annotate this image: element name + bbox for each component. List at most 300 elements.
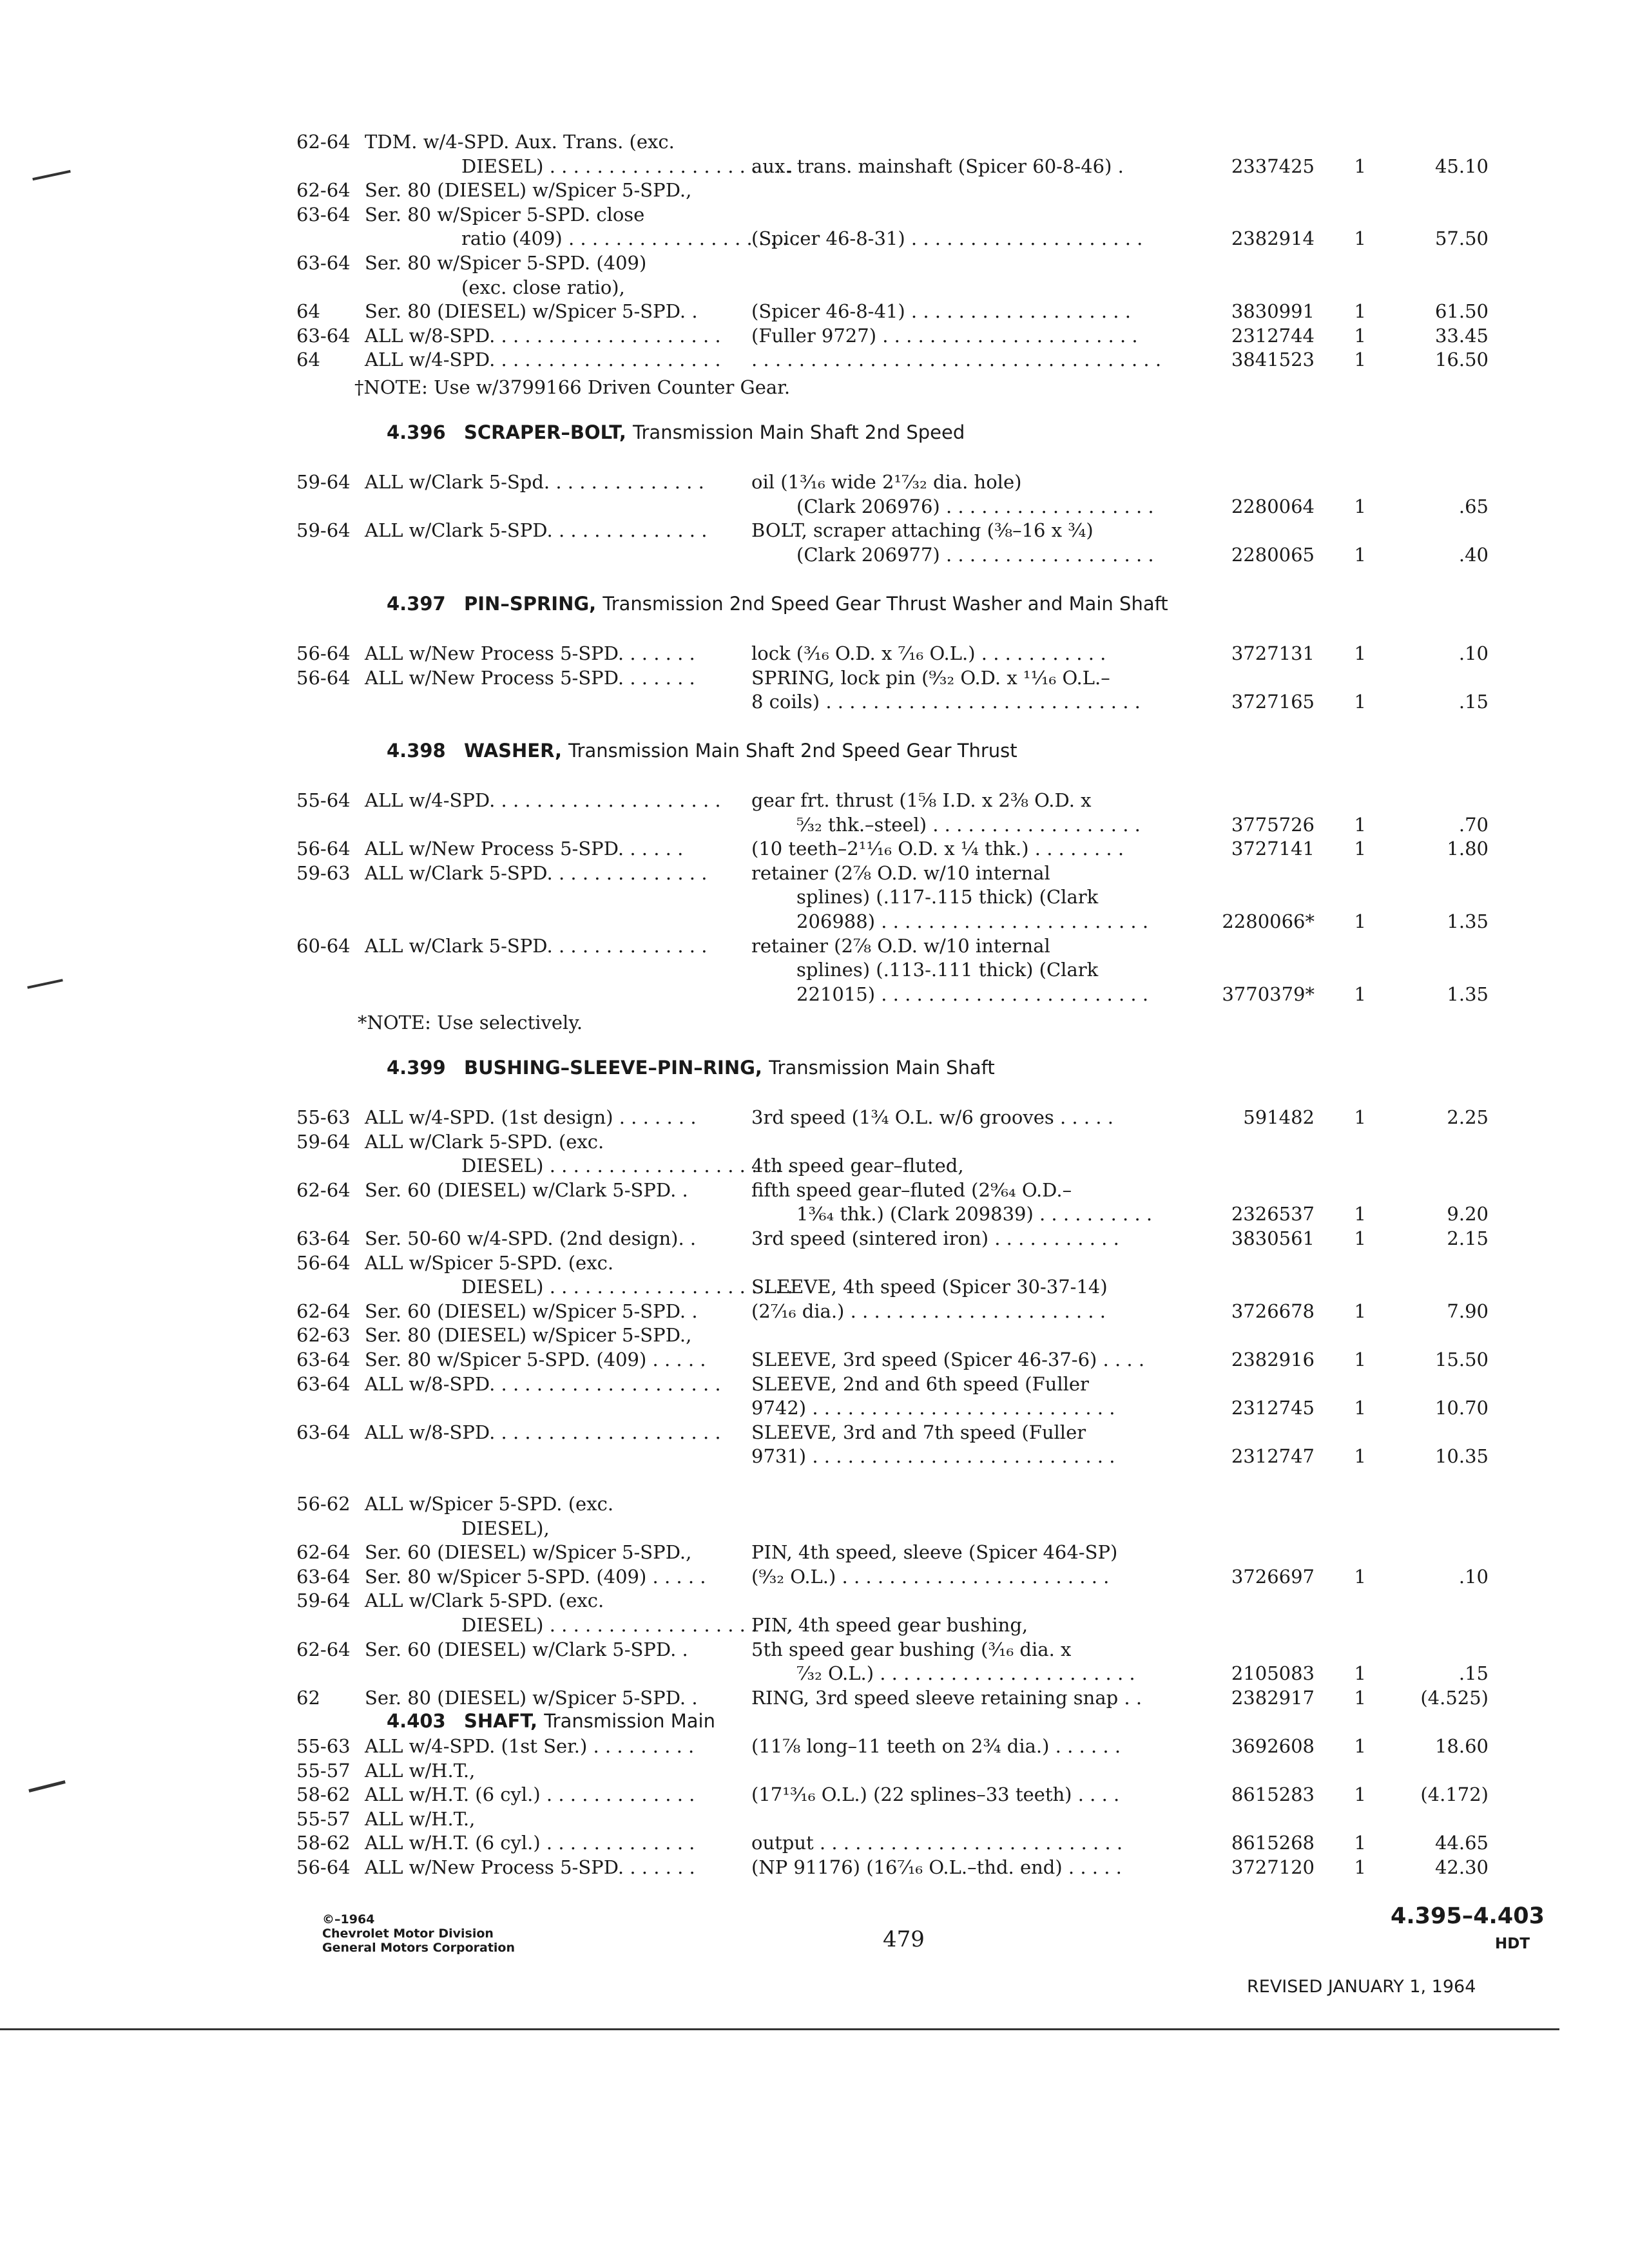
- part-description: (Spicer 46-8-41) . . . . . . . . . . . . . . . . . . .: [751, 300, 1131, 323]
- part-number: 2280065: [1231, 543, 1315, 566]
- table-row: [296, 495, 1489, 519]
- part-description: aux. trans. mainshaft (Spicer 60-8-46) .: [751, 155, 1124, 177]
- table-row: [296, 1130, 1489, 1155]
- table-row: [296, 519, 1489, 543]
- part-description: 1³⁄₆₄ thk.) (Clark 209839) . . . . . . . . . .: [796, 1203, 1153, 1225]
- part-number: 2105083: [1231, 1662, 1315, 1685]
- footer-model: HDT: [1495, 1936, 1530, 1952]
- quantity: 1: [1354, 1300, 1366, 1322]
- section-heading-4399: [387, 1057, 995, 1079]
- part-number: 2280064: [1231, 495, 1315, 517]
- application: Ser. 80 w/Spicer 5-SPD. (409) . . . . .: [365, 1565, 706, 1588]
- table-row: [296, 1662, 1489, 1686]
- price: 10.70: [1434, 1397, 1489, 1419]
- part-description: 206988) . . . . . . . . . . . . . . . . . . . . . . .: [796, 910, 1149, 932]
- part-description: (Fuller 9727) . . . . . . . . . . . . . . . . . . . . . .: [751, 324, 1138, 347]
- part-description: lock (³⁄₁₆ O.D. x ⁷⁄₁₆ O.L.) . . . . . . . . . . .: [751, 642, 1106, 664]
- quantity: 1: [1354, 1203, 1366, 1225]
- table-row: [296, 1492, 1489, 1517]
- part-description: SPRING, lock pin (⁹⁄₃₂ O.D. x ¹¹⁄₁₆ O.L.–: [751, 666, 1110, 689]
- part-number: 2280066*: [1222, 910, 1315, 932]
- part-number: 591482: [1243, 1106, 1315, 1128]
- part-number: 3727165: [1231, 691, 1315, 713]
- parts-group-4399-bushing-sleeve: [296, 1106, 1489, 1469]
- table-row: [296, 1613, 1489, 1638]
- section-title: WASHER,: [464, 740, 562, 762]
- year-range: 62-64: [296, 1541, 351, 1564]
- part-description: retainer (2⅞ O.D. w/10 internal: [751, 934, 1050, 957]
- note-use-selectively: *NOTE: Use selectively.: [358, 1012, 583, 1033]
- part-number: 8615268: [1231, 1832, 1315, 1854]
- table-row: [296, 837, 1489, 861]
- section-heading-4396: [387, 421, 965, 443]
- table-row: [296, 1565, 1489, 1590]
- table-row: [296, 1589, 1489, 1613]
- table-row: [296, 910, 1489, 934]
- section-title: SCRAPER–BOLT,: [464, 421, 626, 443]
- table-row: [296, 1178, 1489, 1203]
- application: ALL w/8-SPD. . . . . . . . . . . . . . . . . . . .: [365, 1372, 721, 1395]
- application: DIESEL) . . . . . . . . . . . . . . . . . . . . .: [461, 1613, 793, 1636]
- table-row: [296, 1541, 1489, 1565]
- part-description: fifth speed gear–fluted (2⁹⁄₆₄ O.D.–: [751, 1178, 1072, 1201]
- application: ALL w/H.T. (6 cyl.) . . . . . . . . . . . . .: [365, 1783, 695, 1806]
- year-range: 60-64: [296, 934, 351, 957]
- table-row: [296, 1106, 1489, 1130]
- year-range: 62-64: [296, 1300, 351, 1322]
- part-description: 3rd speed (sintered iron) . . . . . . . . . . .: [751, 1227, 1119, 1249]
- price: .65: [1458, 495, 1489, 517]
- application: ALL w/4-SPD. . . . . . . . . . . . . . . . . . . .: [365, 349, 721, 371]
- part-description: BOLT, scraper attaching (⅜–16 x ¾): [751, 519, 1094, 542]
- table-row: [296, 1421, 1489, 1445]
- quantity: 1: [1354, 1735, 1366, 1757]
- table-row: [296, 1856, 1489, 1880]
- part-description: (Spicer 46-8-31) . . . . . . . . . . . . . . . . . . . .: [751, 227, 1143, 250]
- table-row: [296, 642, 1489, 666]
- section-subtitle: Transmission Main Shaft 2nd Speed: [633, 421, 965, 443]
- quantity: 1: [1354, 838, 1366, 860]
- table-row: [296, 1323, 1489, 1348]
- table-row: [296, 130, 1489, 155]
- year-range: 56-64: [296, 642, 351, 664]
- part-description: . . . . . . . . . . . . . . . . . . . . . . . . . . . . . . . . . . .: [751, 349, 1162, 371]
- part-description: 4th speed gear–fluted,: [751, 1155, 964, 1177]
- part-description: gear frt. thrust (1⅝ I.D. x 2⅜ O.D. x: [751, 789, 1092, 811]
- application: Ser. 80 w/Spicer 5-SPD. close: [365, 203, 645, 226]
- price: (4.525): [1420, 1686, 1489, 1709]
- application: TDM. w/4-SPD. Aux. Trans. (exc.: [365, 131, 675, 153]
- part-number: 3830991: [1231, 300, 1315, 323]
- price: .15: [1458, 1662, 1489, 1685]
- year-range: 62-64: [296, 131, 351, 153]
- part-number: 3727120: [1231, 1856, 1315, 1878]
- section-number: 4.403: [387, 1710, 446, 1732]
- section-title: SHAFT,: [464, 1710, 538, 1732]
- part-description: (Clark 206976) . . . . . . . . . . . . . . . . . .: [796, 495, 1154, 517]
- application: DIESEL) . . . . . . . . . . . . . . . . . . . . .: [461, 1155, 793, 1177]
- parts-group-4395: [296, 130, 1489, 372]
- table-row: [296, 789, 1489, 813]
- part-description: output . . . . . . . . . . . . . . . . . . . . . . . . . .: [751, 1832, 1123, 1854]
- table-row: [296, 1807, 1489, 1832]
- quantity: 1: [1354, 983, 1366, 1005]
- table-row: [296, 324, 1489, 349]
- year-range: 59-64: [296, 1590, 351, 1612]
- price: 44.65: [1434, 1832, 1489, 1854]
- part-number: 2382917: [1231, 1686, 1315, 1709]
- table-row: [296, 178, 1489, 203]
- year-range: 59-64: [296, 471, 351, 493]
- section-heading-4397: [387, 593, 1168, 615]
- table-row: [296, 1348, 1489, 1372]
- section-number: 4.398: [387, 740, 446, 762]
- year-range: 63-64: [296, 1372, 351, 1395]
- quantity: 1: [1354, 691, 1366, 713]
- year-range: 62-64: [296, 1178, 351, 1201]
- scan-edge-mark: [28, 1780, 65, 1792]
- table-row: [296, 813, 1489, 838]
- table-row: [296, 470, 1489, 495]
- part-description: ⁵⁄₃₂ thk.–steel) . . . . . . . . . . . . . . . . . .: [796, 813, 1141, 836]
- table-row: [296, 1396, 1489, 1421]
- part-number: 3727141: [1231, 838, 1315, 860]
- table-row: [296, 1445, 1489, 1469]
- table-row: [296, 348, 1489, 372]
- application: ALL w/Clark 5-SPD. . . . . . . . . . . . . .: [365, 519, 708, 542]
- part-description: SLEEVE, 4th speed (Spicer 30-37-14): [751, 1276, 1108, 1298]
- quantity: 1: [1354, 1856, 1366, 1878]
- application: ALL w/Clark 5-SPD. (exc.: [365, 1130, 604, 1153]
- application: ALL w/Clark 5-SPD. (exc.: [365, 1590, 604, 1612]
- price: .10: [1458, 642, 1489, 664]
- part-description: RING, 3rd speed sleeve retaining snap . .: [751, 1686, 1142, 1709]
- table-row: [296, 251, 1489, 276]
- price: .10: [1458, 1565, 1489, 1588]
- table-row: [296, 1686, 1489, 1711]
- part-description: (2⁷⁄₁₆ dia.) . . . . . . . . . . . . . . . . . . . . . .: [751, 1300, 1106, 1322]
- table-row: [296, 1251, 1489, 1276]
- year-range: 59-64: [296, 1130, 351, 1153]
- year-range: 63-64: [296, 324, 351, 347]
- application: ALL w/New Process 5-SPD. . . . . .: [365, 838, 684, 860]
- year-range: 58-62: [296, 1783, 351, 1806]
- quantity: 1: [1354, 543, 1366, 566]
- price: (4.172): [1420, 1783, 1489, 1806]
- price: 10.35: [1434, 1445, 1489, 1468]
- application: ALL w/Clark 5-SPD. . . . . . . . . . . . . .: [365, 934, 708, 957]
- section-subtitle: Transmission Main: [544, 1710, 715, 1732]
- footer-section-range: 4.395–4.403: [1391, 1903, 1545, 1929]
- parts-group-4397: [296, 642, 1489, 715]
- footer-corporation: General Motors Corporation: [322, 1941, 515, 1955]
- quantity: 1: [1354, 1662, 1366, 1685]
- year-range: 55-63: [296, 1106, 351, 1128]
- part-number: 3841523: [1231, 349, 1315, 371]
- year-range: 64: [296, 349, 320, 371]
- quantity: 1: [1354, 324, 1366, 347]
- year-range: 58-62: [296, 1832, 351, 1854]
- part-description: 221015) . . . . . . . . . . . . . . . . . . . . . . .: [796, 983, 1149, 1005]
- table-row: [296, 983, 1489, 1007]
- year-range: 55-57: [296, 1807, 351, 1830]
- part-description: 3rd speed (1¾ O.L. w/6 grooves . . . . .: [751, 1106, 1113, 1128]
- year-range: 62-64: [296, 1638, 351, 1660]
- quantity: 1: [1354, 495, 1366, 517]
- application: ALL w/New Process 5-SPD. . . . . . .: [365, 642, 695, 664]
- footer-revised-date: REVISED JANUARY 1, 1964: [1247, 1977, 1476, 1997]
- price: 1.80: [1447, 838, 1489, 860]
- quantity: 1: [1354, 1832, 1366, 1854]
- year-range: 63-64: [296, 1227, 351, 1249]
- price: 7.90: [1447, 1300, 1489, 1322]
- year-range: 55-57: [296, 1759, 351, 1782]
- year-range: 56-64: [296, 1251, 351, 1274]
- quantity: 1: [1354, 642, 1366, 664]
- part-number: 2382916: [1231, 1348, 1315, 1370]
- price: 2.25: [1447, 1106, 1489, 1128]
- page-number: 479: [883, 1927, 925, 1952]
- table-row: [296, 1154, 1489, 1178]
- year-range: 63-64: [296, 1565, 351, 1588]
- application: DIESEL) . . . . . . . . . . . . . . . . . . . . .: [461, 1276, 793, 1298]
- table-row: [296, 1759, 1489, 1783]
- quantity: 1: [1354, 1227, 1366, 1249]
- year-range: 62: [296, 1686, 320, 1709]
- year-range: 63-64: [296, 251, 351, 274]
- quantity: 1: [1354, 910, 1366, 932]
- application: Ser. 80 (DIESEL) w/Spicer 5-SPD.,: [365, 1324, 692, 1347]
- application: Ser. 50-60 w/4-SPD. (2nd design). .: [365, 1227, 697, 1249]
- year-range: 62-63: [296, 1324, 351, 1347]
- parts-group-4403: [296, 1735, 1489, 1880]
- price: .40: [1458, 543, 1489, 566]
- part-description: (10 teeth–2¹¹⁄₁₆ O.D. x ¼ thk.) . . . . . . . .: [751, 838, 1124, 860]
- application: Ser. 60 (DIESEL) w/Clark 5-SPD. .: [365, 1638, 688, 1660]
- part-number: 2337425: [1231, 155, 1315, 177]
- application: ALL w/8-SPD. . . . . . . . . . . . . . . . . . . .: [365, 324, 721, 347]
- quantity: 1: [1354, 155, 1366, 177]
- application: ALL w/New Process 5-SPD. . . . . . .: [365, 1856, 695, 1878]
- application: ALL w/4-SPD. (1st design) . . . . . . .: [365, 1106, 697, 1128]
- application: ALL w/Clark 5-Spd. . . . . . . . . . . . . .: [365, 471, 704, 493]
- price: 61.50: [1434, 300, 1489, 323]
- price: 9.20: [1447, 1203, 1489, 1225]
- price: .70: [1458, 813, 1489, 836]
- section-number: 4.397: [387, 593, 446, 615]
- page-bottom-rule: [0, 2028, 1559, 2030]
- year-range: 56-62: [296, 1493, 351, 1515]
- part-number: 2382914: [1231, 227, 1315, 250]
- quantity: 1: [1354, 227, 1366, 250]
- quantity: 1: [1354, 1106, 1366, 1128]
- section-subtitle: Transmission Main Shaft: [769, 1057, 995, 1079]
- part-description: (NP 91176) (16⁷⁄₁₆ O.L.–thd. end) . . . . .: [751, 1856, 1122, 1878]
- quantity: 1: [1354, 1565, 1366, 1588]
- part-number: 3727131: [1231, 642, 1315, 664]
- section-title: BUSHING–SLEEVE–PIN–RING,: [464, 1057, 762, 1079]
- part-description: PIN, 4th speed, sleeve (Spicer 464-SP): [751, 1541, 1118, 1564]
- table-row: [296, 1735, 1489, 1759]
- part-number: 2312747: [1231, 1445, 1315, 1468]
- section-subtitle: Transmission Main Shaft 2nd Speed Gear Thrust: [568, 740, 1017, 762]
- price: .15: [1458, 691, 1489, 713]
- part-description: splines) (.113-.111 thick) (Clark: [796, 959, 1099, 981]
- application: ALL w/Spicer 5-SPD. (exc.: [365, 1493, 614, 1515]
- part-number: 2326537: [1231, 1203, 1315, 1225]
- application: ALL w/4-SPD. . . . . . . . . . . . . . . . . . . .: [365, 789, 721, 811]
- section-heading-4398: [387, 740, 1017, 762]
- application: Ser. 80 (DIESEL) w/Spicer 5-SPD.,: [365, 179, 692, 202]
- year-range: 56-64: [296, 838, 351, 860]
- year-range: 59-63: [296, 861, 351, 884]
- part-number: 8615283: [1231, 1783, 1315, 1806]
- price: 1.35: [1447, 910, 1489, 932]
- parts-group-4396: [296, 470, 1489, 567]
- table-row: [296, 1275, 1489, 1300]
- section-subtitle: Transmission 2nd Speed Gear Thrust Washer and Main Shaft: [602, 593, 1168, 615]
- part-description: 9731) . . . . . . . . . . . . . . . . . . . . . . . . . .: [751, 1445, 1115, 1468]
- table-row: [296, 1372, 1489, 1397]
- application: Ser. 60 (DIESEL) w/Spicer 5-SPD.,: [365, 1541, 692, 1564]
- quantity: 1: [1354, 1445, 1366, 1468]
- part-description: SLEEVE, 3rd and 7th speed (Fuller: [751, 1421, 1086, 1443]
- application: ALL w/H.T.,: [365, 1759, 476, 1782]
- section-heading-4403: [387, 1710, 715, 1732]
- table-row: [296, 690, 1489, 715]
- table-row: [296, 885, 1489, 910]
- part-description: (⁹⁄₃₂ O.L.) . . . . . . . . . . . . . . . . . . . . . . .: [751, 1565, 1110, 1588]
- part-description: 9742) . . . . . . . . . . . . . . . . . . . . . . . . . .: [751, 1397, 1115, 1419]
- table-row: [296, 666, 1489, 691]
- parts-group-4399-pin-ring: [296, 1492, 1489, 1710]
- application: ALL w/8-SPD. . . . . . . . . . . . . . . . . . . .: [365, 1421, 721, 1443]
- part-number: 3726697: [1231, 1565, 1315, 1588]
- price: 33.45: [1434, 324, 1489, 347]
- year-range: 64: [296, 300, 320, 323]
- quantity: 1: [1354, 1783, 1366, 1806]
- year-range: 59-64: [296, 519, 351, 542]
- application: DIESEL) . . . . . . . . . . . . . . . . . . . . .: [461, 155, 793, 177]
- application: ratio (409) . . . . . . . . . . . . . . . . . . . .: [461, 227, 800, 250]
- section-number: 4.396: [387, 421, 446, 443]
- part-description: retainer (2⅞ O.D. w/10 internal: [751, 861, 1050, 884]
- application: Ser. 60 (DIESEL) w/Clark 5-SPD. .: [365, 1178, 688, 1201]
- application: Ser. 60 (DIESEL) w/Spicer 5-SPD. .: [365, 1300, 698, 1322]
- price: 16.50: [1434, 349, 1489, 371]
- part-number: 3830561: [1231, 1227, 1315, 1249]
- price: 42.30: [1434, 1856, 1489, 1878]
- application: ALL w/Spicer 5-SPD. (exc.: [365, 1251, 614, 1274]
- application: ALL w/H.T. (6 cyl.) . . . . . . . . . . . . .: [365, 1832, 695, 1854]
- year-range: 63-64: [296, 203, 351, 226]
- quantity: 1: [1354, 1686, 1366, 1709]
- quantity: 1: [1354, 1348, 1366, 1370]
- scan-edge-mark: [32, 170, 71, 180]
- part-number: 3770379*: [1222, 983, 1315, 1005]
- price: 15.50: [1434, 1348, 1489, 1370]
- quantity: 1: [1354, 300, 1366, 323]
- price: 2.15: [1447, 1227, 1489, 1249]
- table-row: [296, 1227, 1489, 1251]
- year-range: 63-64: [296, 1421, 351, 1443]
- part-description: (11⅞ long–11 teeth on 2¾ dia.) . . . . . .: [751, 1735, 1121, 1757]
- footer-division: Chevrolet Motor Division: [322, 1927, 494, 1941]
- section-number: 4.399: [387, 1057, 446, 1079]
- table-row: [296, 958, 1489, 983]
- year-range: 63-64: [296, 1348, 351, 1370]
- price: 18.60: [1434, 1735, 1489, 1757]
- scan-edge-mark: [27, 979, 63, 989]
- parts-group-4398: [296, 789, 1489, 1006]
- table-row: [296, 543, 1489, 568]
- part-description: (Clark 206977) . . . . . . . . . . . . . . . . . .: [796, 543, 1154, 566]
- price: 45.10: [1434, 155, 1489, 177]
- part-description: SLEEVE, 2nd and 6th speed (Fuller: [751, 1372, 1089, 1395]
- application: ALL w/New Process 5-SPD. . . . . . .: [365, 666, 695, 689]
- table-row: [296, 1783, 1489, 1807]
- part-description: ⁷⁄₃₂ O.L.) . . . . . . . . . . . . . . . . . . . . . .: [796, 1662, 1135, 1685]
- year-range: 55-64: [296, 789, 351, 811]
- table-row: [296, 1831, 1489, 1856]
- part-description: 8 coils) . . . . . . . . . . . . . . . . . . . . . . . . . . .: [751, 691, 1141, 713]
- part-number: 3692608: [1231, 1735, 1315, 1757]
- footer-copyright: ©–1964: [322, 1912, 375, 1927]
- part-number: 2312745: [1231, 1397, 1315, 1419]
- application: ALL w/Clark 5-SPD. . . . . . . . . . . . . .: [365, 861, 708, 884]
- table-row: [296, 934, 1489, 959]
- table-row: [296, 203, 1489, 227]
- table-row: [296, 227, 1489, 251]
- application: Ser. 80 w/Spicer 5-SPD. (409) . . . . .: [365, 1348, 706, 1370]
- table-row: [296, 155, 1489, 179]
- part-description: 5th speed gear bushing (³⁄₁₆ dia. x: [751, 1638, 1072, 1660]
- part-description: SLEEVE, 3rd speed (Spicer 46-37-6) . . . .: [751, 1348, 1145, 1370]
- application: Ser. 80 (DIESEL) w/Spicer 5-SPD. .: [365, 1686, 698, 1709]
- quantity: 1: [1354, 1397, 1366, 1419]
- part-description: oil (1³⁄₁₆ wide 2¹⁷⁄₃₂ dia. hole): [751, 471, 1022, 493]
- year-range: 56-64: [296, 1856, 351, 1878]
- application: (exc. close ratio),: [461, 276, 625, 298]
- application: Ser. 80 w/Spicer 5-SPD. (409): [365, 251, 647, 274]
- table-row: [296, 276, 1489, 300]
- table-row: [296, 1202, 1489, 1227]
- table-row: [296, 1517, 1489, 1541]
- part-number: 2312744: [1231, 324, 1315, 347]
- table-row: [296, 1638, 1489, 1662]
- application: ALL w/H.T.,: [365, 1807, 476, 1830]
- price: 1.35: [1447, 983, 1489, 1005]
- price: 57.50: [1434, 227, 1489, 250]
- quantity: 1: [1354, 813, 1366, 836]
- quantity: 1: [1354, 349, 1366, 371]
- part-description: PIN, 4th speed gear bushing,: [751, 1613, 1028, 1636]
- year-range: 62-64: [296, 179, 351, 202]
- table-row: [296, 300, 1489, 324]
- year-range: 55-63: [296, 1735, 351, 1757]
- year-range: 56-64: [296, 666, 351, 689]
- application: Ser. 80 (DIESEL) w/Spicer 5-SPD. .: [365, 300, 698, 323]
- note-driven-counter-gear: †NOTE: Use w/3799166 Driven Counter Gear.: [354, 376, 791, 398]
- application: DIESEL),: [461, 1517, 550, 1539]
- part-description: splines) (.117-.115 thick) (Clark: [796, 886, 1099, 908]
- section-title: PIN–SPRING,: [464, 593, 597, 615]
- part-description: (17¹³⁄₁₆ O.L.) (22 splines–33 teeth) . . . .: [751, 1783, 1120, 1806]
- table-row: [296, 1300, 1489, 1324]
- part-number: 3775726: [1231, 813, 1315, 836]
- application: ALL w/4-SPD. (1st Ser.) . . . . . . . . .: [365, 1735, 695, 1757]
- table-row: [296, 861, 1489, 886]
